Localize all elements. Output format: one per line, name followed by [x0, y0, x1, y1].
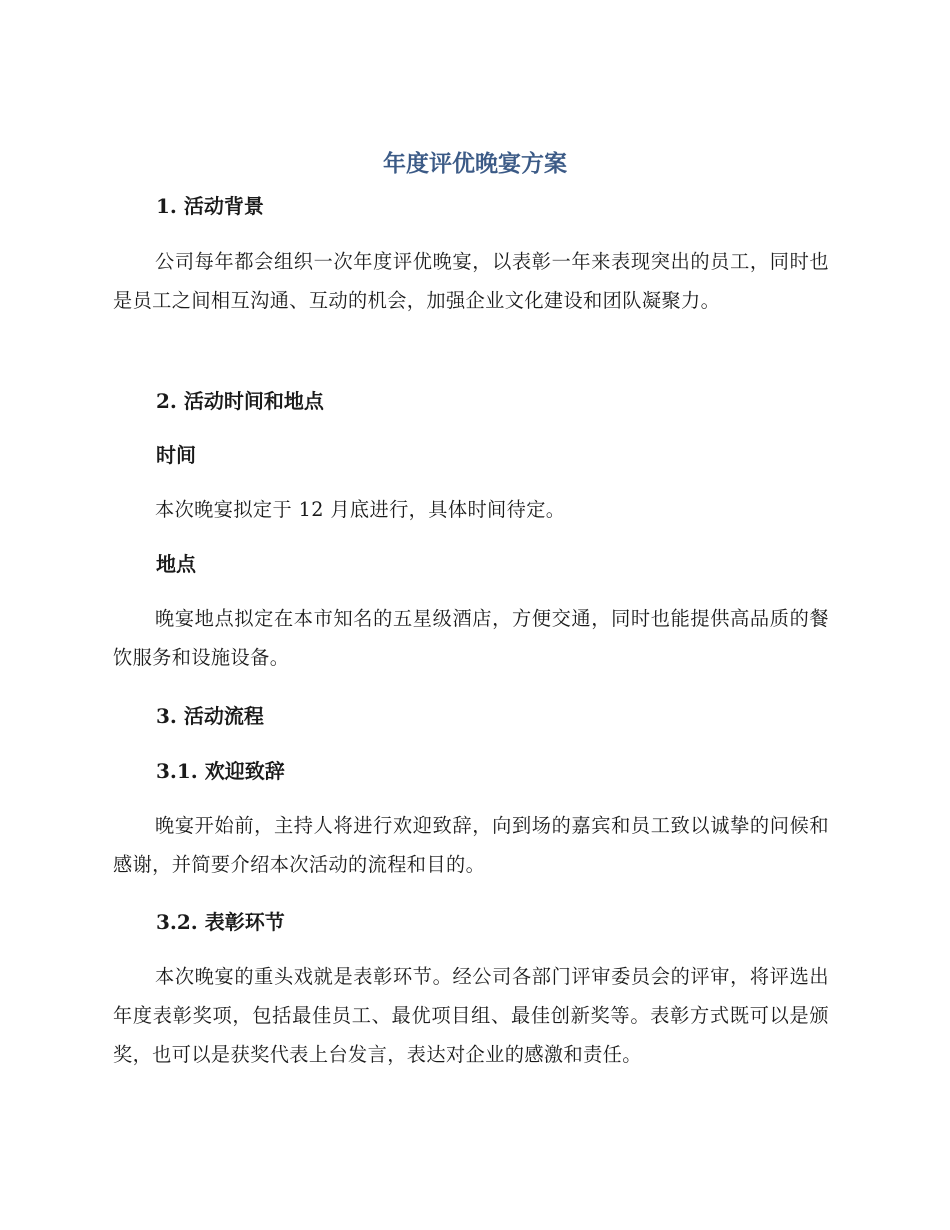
section-heading-time-place: 2. 活动时间和地点	[156, 389, 324, 413]
paragraph-welcome-speech: 晚宴开始前，主持人将进行欢迎致辞，向到场的嘉宾和员工致以诚挚的问候和感谢，并简要介绍本次活动的流程和目的。	[113, 814, 829, 876]
section-heading-process: 3. 活动流程	[156, 704, 264, 728]
paragraph-awards: 本次晚宴的重头戏就是表彰环节。经公司各部门评审委员会的评审，将评选出年度表彰奖项，包括最佳员工、最优项目组、最佳创新奖等。表彰方式既可以是颁奖，也可以是获奖代表上台发言，表达对企业的感激和责任。	[113, 965, 829, 1066]
subheading-awards: 3.2. 表彰环节	[156, 910, 285, 934]
section-heading-background: 1. 活动背景	[156, 194, 264, 218]
document-title: 年度评优晚宴方案	[383, 151, 567, 177]
paragraph-background: 公司每年都会组织一次年度评优晚宴，以表彰一年来表现突出的员工，同时也是员工之间相互沟通、互动的机会，加强企业文化建设和团队凝聚力。	[113, 250, 829, 312]
subheading-welcome-speech: 3.1. 欢迎致辞	[156, 759, 285, 783]
paragraph-time: 本次晚宴拟定于 12 月底进行，具体时间待定。	[155, 498, 566, 521]
subheading-place: 地点	[156, 552, 196, 576]
subheading-time: 时间	[156, 443, 196, 467]
paragraph-place: 晚宴地点拟定在本市知名的五星级酒店，方便交通，同时也能提供高品质的餐饮服务和设施设备。	[113, 607, 829, 669]
